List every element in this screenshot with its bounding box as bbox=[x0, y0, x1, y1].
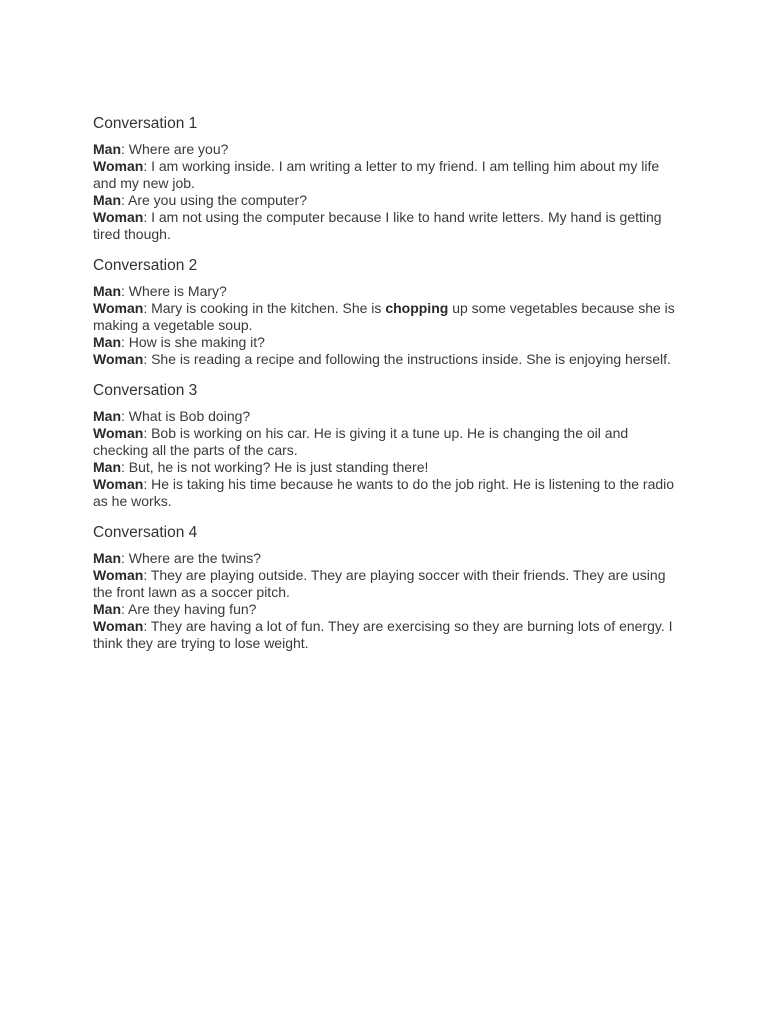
speaker-label: Man bbox=[93, 408, 121, 424]
dialogue-text: : Where are you? bbox=[121, 141, 229, 157]
section-title: Conversation 4 bbox=[93, 524, 198, 541]
speaker-label: Woman bbox=[93, 618, 144, 634]
dialogue-text: : They are having a lot of fun. They are exercising so they are burning lots of energy. I think they are trying to lose weight. bbox=[93, 618, 673, 651]
dialogue-line bbox=[93, 351, 683, 368]
dialogue-line bbox=[93, 425, 683, 459]
speaker-label: Man bbox=[93, 601, 121, 617]
dialogue-line bbox=[93, 618, 683, 652]
emphasized-word: chopping bbox=[385, 300, 449, 316]
dialogue-line bbox=[93, 601, 683, 618]
dialogue-text: : What is Bob doing? bbox=[121, 408, 251, 424]
dialogue-line bbox=[93, 300, 683, 334]
section-title: Conversation 2 bbox=[93, 257, 198, 274]
speaker-label: Woman bbox=[93, 425, 144, 441]
dialogue-text: : But, he is not working? He is just standing there! bbox=[121, 459, 429, 475]
speaker-label: Man bbox=[93, 192, 121, 208]
dialogue-line bbox=[93, 192, 683, 209]
speaker-label: Woman bbox=[93, 158, 144, 174]
dialogue-text: : I am not using the computer because I like to hand write letters. My hand is getting tired though. bbox=[93, 209, 662, 242]
section-title: Conversation 3 bbox=[93, 382, 198, 399]
conversation-3 bbox=[93, 381, 683, 510]
dialogue-line bbox=[93, 283, 683, 300]
dialogue-line bbox=[93, 158, 683, 192]
conversation-4 bbox=[93, 523, 683, 652]
dialogue-text: : Bob is working on his car. He is giving it a tune up. He is changing the oil and checking all the parts of the cars. bbox=[93, 425, 629, 458]
speaker-label: Man bbox=[93, 459, 121, 475]
dialogue-line bbox=[93, 550, 683, 567]
speaker-label: Woman bbox=[93, 209, 144, 225]
dialogue-text: up some vegetables because she is making a vegetable soup. bbox=[93, 300, 675, 333]
dialogue-text: : Where is Mary? bbox=[121, 283, 227, 299]
dialogue-line bbox=[93, 334, 683, 351]
speaker-label: Man bbox=[93, 141, 121, 157]
dialogue-line bbox=[93, 567, 683, 601]
dialogue-text: : I am working inside. I am writing a letter to my friend. I am telling him about my life and my new job. bbox=[93, 158, 660, 191]
speaker-label: Man bbox=[93, 334, 121, 350]
speaker-label: Man bbox=[93, 550, 121, 566]
speaker-label: Man bbox=[93, 283, 121, 299]
dialogue-line bbox=[93, 209, 683, 243]
speaker-label: Woman bbox=[93, 567, 144, 583]
conversation-1 bbox=[93, 114, 683, 243]
dialogue-text: : How is she making it? bbox=[121, 334, 265, 350]
dialogue-text: : He is taking his time because he wants to do the job right. He is listening to the radio as he works. bbox=[93, 476, 675, 509]
dialogue-line bbox=[93, 459, 683, 476]
conversation-2 bbox=[93, 256, 683, 368]
dialogue-line bbox=[93, 141, 683, 158]
section-title: Conversation 1 bbox=[93, 115, 198, 132]
speaker-label: Woman bbox=[93, 351, 144, 367]
dialogue-line bbox=[93, 476, 683, 510]
dialogue-text: : They are playing outside. They are playing soccer with their friends. They are using the front lawn as a soccer pitch. bbox=[93, 567, 666, 600]
document-page bbox=[93, 114, 683, 652]
dialogue-text: : Mary is cooking in the kitchen. She is bbox=[143, 300, 386, 316]
dialogue-line bbox=[93, 408, 683, 425]
dialogue-text: : Are they having fun? bbox=[121, 601, 257, 617]
speaker-label: Woman bbox=[93, 476, 144, 492]
speaker-label: Woman bbox=[93, 300, 144, 316]
dialogue-text: : She is reading a recipe and following the instructions inside. She is enjoying herself. bbox=[143, 351, 671, 367]
dialogue-text: : Where are the twins? bbox=[121, 550, 262, 566]
dialogue-text: : Are you using the computer? bbox=[121, 192, 307, 208]
